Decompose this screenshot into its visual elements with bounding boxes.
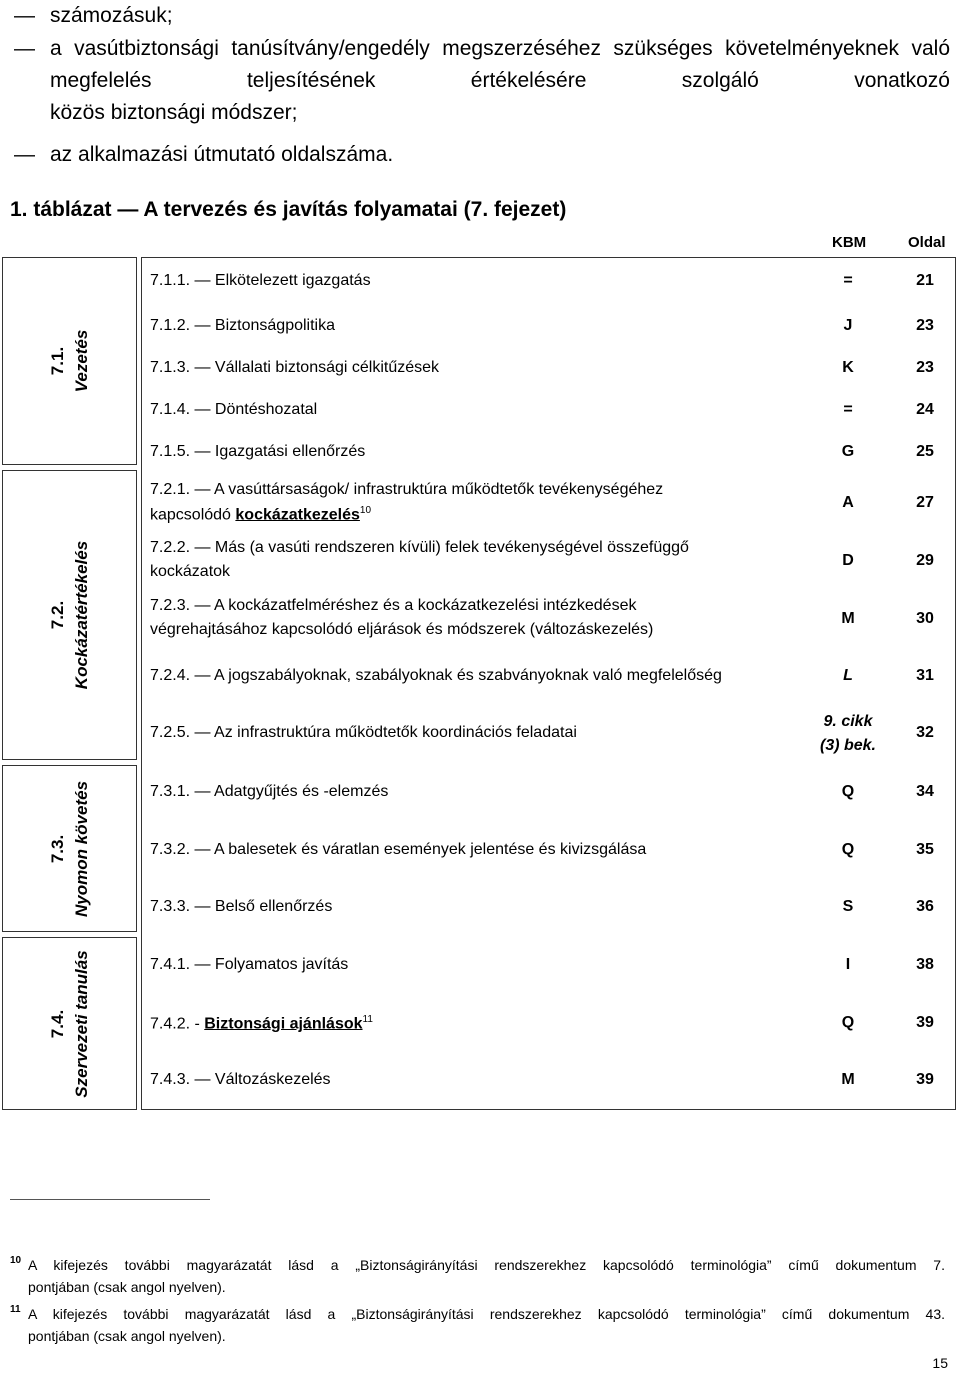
row-text-line1: 7.2.2. — Más (a vasúti rendszeren kívüli) felek tevékenységével összefüggő xyxy=(150,539,689,556)
row-text: 7.1.1. — Elkötelezett igazgatás xyxy=(150,272,371,289)
section-title: Szervezeti tanulás xyxy=(71,949,91,1098)
row-page: 39 xyxy=(916,1071,934,1088)
row-text: 7.3.3. — Belső ellenőrzés xyxy=(150,898,333,915)
row-kbm: G xyxy=(841,443,855,460)
row-text: 7.4.1. — Folyamatos javítás xyxy=(150,956,349,973)
section-box-7-2 xyxy=(2,470,137,760)
section-number: 7.2. xyxy=(47,600,67,630)
row-kbm: S xyxy=(842,898,854,915)
footnote-text-cont: pontjában (csak angol nyelven). xyxy=(28,1279,226,1295)
dash-glyph: — xyxy=(14,4,35,27)
row-text: 7.3.2. — A balesetek és váratlan események jelentése és kivizsgálása xyxy=(150,841,647,858)
footnote-separator xyxy=(10,1199,210,1200)
row-text-pre: 7.4.2. - xyxy=(150,1015,205,1033)
row-kbm: J xyxy=(843,317,853,334)
section-title: Kockázatértékelés xyxy=(71,540,91,690)
row-kbm: Q xyxy=(841,841,855,858)
row-text-pre: kapcsolódó xyxy=(150,506,236,524)
section-label xyxy=(46,950,94,1097)
row-text-line2: végrehajtásához kapcsolódó eljárások és módszerek (változáskezelés) xyxy=(150,621,654,638)
row-text: 7.1.4. — Döntéshozatal xyxy=(150,401,318,418)
row-text xyxy=(150,1014,373,1033)
row-kbm: L xyxy=(843,667,853,684)
section-box-7-4 xyxy=(2,937,137,1110)
row-page: 21 xyxy=(916,272,934,289)
intro-item-text: a vasútbiztonsági tanúsítvány/engedély megszerzéséhez szükséges követelményeknek való megfelelés teljesítésének értékelésére szolgáló vonatkozó xyxy=(50,37,950,92)
row-text: 7.1.2. — Biztonságpolitika xyxy=(150,317,335,334)
row-kbm: A xyxy=(842,494,854,511)
header-kbm: KBM xyxy=(832,234,867,251)
row-text-line2: kockázatok xyxy=(150,563,231,580)
row-kbm: I xyxy=(845,956,851,973)
row-page: 23 xyxy=(916,359,934,376)
row-kbm: Q xyxy=(841,783,855,800)
row-text: 7.1.3. — Vállalati biztonsági célkitűzések xyxy=(150,359,440,376)
row-page: 27 xyxy=(916,494,934,511)
row-text-underlined: kockázatkezelés xyxy=(235,506,360,524)
row-kbm: K xyxy=(842,359,854,376)
row-text-line2 xyxy=(150,505,371,524)
footnote xyxy=(10,1303,945,1347)
dash-glyph: — xyxy=(14,143,35,166)
section-title: Vezetés xyxy=(71,329,91,393)
row-page: 39 xyxy=(916,1014,934,1031)
row-text: 7.2.5. — Az infrastruktúra működtetők koordinációs feladatai xyxy=(150,724,577,741)
row-text: 7.2.4. — A jogszabályoknak, szabályoknak és szabványoknak való megfelelőség xyxy=(150,667,722,684)
row-text-line1: 7.2.1. — A vasúttársaságok/ infrastruktúra működtetők tevékenységéhez xyxy=(150,481,664,498)
header-page: Oldal xyxy=(908,234,946,251)
footnote-ref: 10 xyxy=(359,505,372,516)
row-kbm: = xyxy=(843,272,853,289)
footnote-number: 10 xyxy=(10,1255,22,1266)
row-page: 29 xyxy=(916,552,934,569)
footnote-number: 11 xyxy=(10,1304,21,1315)
row-page: 30 xyxy=(916,610,934,627)
row-text: 7.1.5. — Igazgatási ellenőrzés xyxy=(150,443,366,460)
section-label xyxy=(46,780,94,916)
row-kbm-line2: (3) bek. xyxy=(819,737,876,754)
section-box-7-3 xyxy=(2,765,137,932)
footnote xyxy=(10,1254,945,1298)
row-text-line1: 7.2.3. — A kockázatfelméréshez és a kockázatkezelési intézkedések xyxy=(150,597,637,614)
row-text-underlined: Biztonsági ajánlások xyxy=(204,1015,363,1033)
section-number: 7.4. xyxy=(47,1009,67,1038)
row-kbm: M xyxy=(841,610,855,627)
intro-item-text-cont: közös biztonsági módszer; xyxy=(50,101,298,124)
row-kbm-line1: 9. cikk xyxy=(823,713,873,730)
row-kbm: D xyxy=(842,552,854,569)
section-label xyxy=(46,330,94,393)
page-number: 15 xyxy=(932,1355,948,1371)
row-page: 36 xyxy=(916,898,934,915)
row-page: 34 xyxy=(916,783,934,800)
table-caption: 1. táblázat — A tervezés és javítás folyamatai (7. fejezet) xyxy=(10,198,567,221)
footnote-ref: 11 xyxy=(362,1014,373,1025)
intro-item-text: számozásuk; xyxy=(50,4,173,27)
row-page: 35 xyxy=(916,841,934,858)
intro-item xyxy=(10,0,950,32)
row-text: 7.3.1. — Adatgyűjtés és -elemzés xyxy=(150,783,389,800)
row-page: 32 xyxy=(916,724,934,741)
row-kbm: = xyxy=(843,401,853,418)
intro-item xyxy=(10,139,950,171)
footnote-text-cont: pontjában (csak angol nyelven). xyxy=(28,1328,226,1344)
row-kbm: Q xyxy=(841,1014,855,1031)
row-kbm: M xyxy=(841,1071,855,1088)
row-page: 38 xyxy=(916,956,934,973)
section-number: 7.3. xyxy=(47,834,67,863)
dash-glyph: — xyxy=(14,37,35,60)
row-page: 23 xyxy=(916,317,934,334)
section-box-7-1 xyxy=(2,257,137,465)
intro-item xyxy=(10,33,950,129)
row-page: 31 xyxy=(916,667,934,684)
section-number: 7.1. xyxy=(47,346,67,376)
row-text: 7.4.3. — Változáskezelés xyxy=(150,1071,331,1088)
footnote-text: A kifejezés további magyarázatát lásd a „Biztonságirányítási rendszerekhez kapcsolódó terminológia” című dokumentum 43. xyxy=(28,1306,945,1322)
section-label xyxy=(46,541,94,689)
row-page: 25 xyxy=(916,443,934,460)
section-title: Nyomon követés xyxy=(71,780,91,917)
intro-item-text: az alkalmazási útmutató oldalszáma. xyxy=(50,143,394,166)
row-page: 24 xyxy=(916,401,934,418)
footnote-text: A kifejezés további magyarázatát lásd a „Biztonságirányítási rendszerekhez kapcsolódó terminológia” című dokumentum 7. xyxy=(28,1257,945,1273)
